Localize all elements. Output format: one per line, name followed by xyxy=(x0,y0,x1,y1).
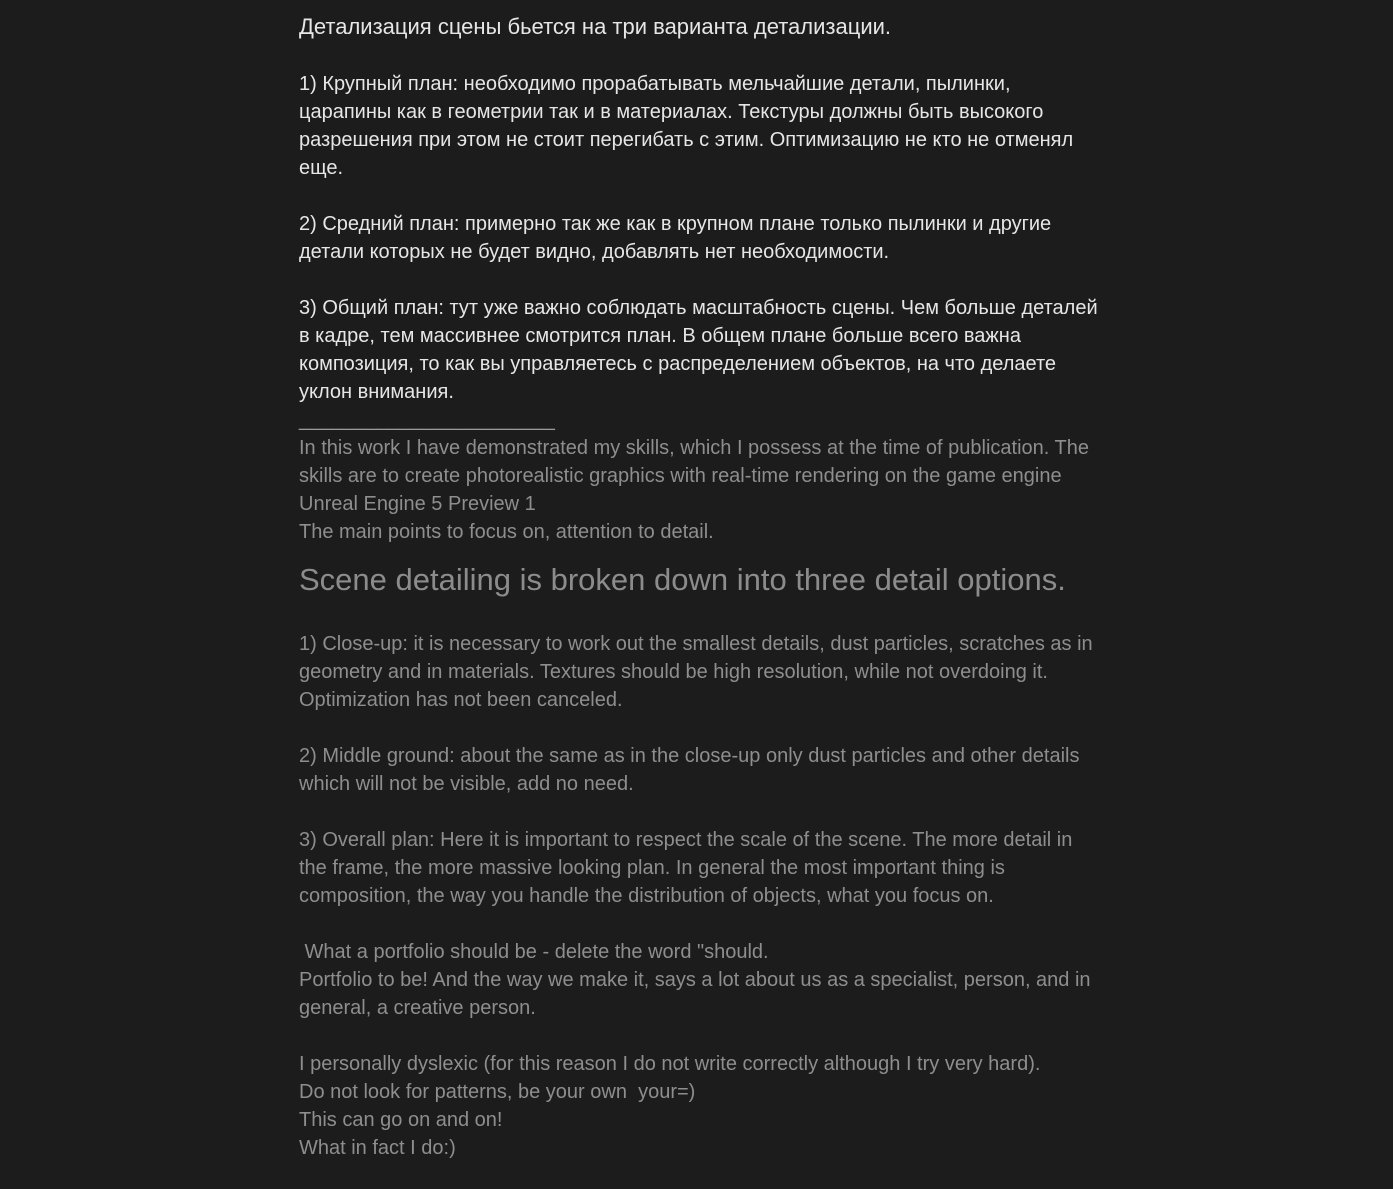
text-line: which will not be visible, add no need. xyxy=(299,773,634,795)
text-line: skills are to create photorealistic graphics with real-time rendering on the game engine xyxy=(299,465,1062,487)
text-line: 1) Close-up: it is necessary to work out the smallest details, dust particles, scratches as in xyxy=(299,633,1093,655)
text-line: What a portfolio should be - delete the word "should. xyxy=(299,941,769,963)
text-line: в кадре, тем массивнее смотрится план. В общем плане больше всего важна xyxy=(299,325,1021,347)
underscore-divider: _______________________ xyxy=(299,409,555,431)
article-column xyxy=(299,12,1109,1162)
en-portfolio xyxy=(299,938,1109,1022)
text-line: детали которых не будет видно, добавлять нет необходимости. xyxy=(299,241,890,263)
en-point-closeup xyxy=(299,630,1109,714)
text-line: еще. xyxy=(299,157,344,179)
text-line: Optimization has not been canceled. xyxy=(299,689,623,711)
text-line: general, a creative person. xyxy=(299,997,536,1019)
ru-title: Детализация сцены бьется на три варианта детализации. xyxy=(299,14,892,39)
text-line: Unreal Engine 5 Preview 1 xyxy=(299,493,536,515)
ru-point-overall xyxy=(299,294,1109,406)
en-heading: Scene detailing is broken down into three detail options. xyxy=(299,562,1066,597)
ru-point-closeup xyxy=(299,70,1109,182)
text-line: geometry and in materials. Textures should be high resolution, while not overdoing it. xyxy=(299,661,1048,683)
text-line: The main points to focus on, attention to detail. xyxy=(299,521,714,543)
en-point-overall xyxy=(299,826,1109,910)
text-line: This can go on and on! xyxy=(299,1109,503,1131)
text-line: In this work I have demonstrated my skills, which I possess at the time of publication. The xyxy=(299,437,1089,459)
text-line: Do not look for patterns, be your own your=) xyxy=(299,1081,696,1103)
text-line: разрешения при этом не стоит перегибать с этим. Оптимизацию не кто не отменял xyxy=(299,129,1074,151)
text-line: уклон внимания. xyxy=(299,381,454,403)
en-closing xyxy=(299,1050,1109,1162)
text-line: 2) Middle ground: about the same as in the close-up only dust particles and other details xyxy=(299,745,1080,767)
text-line: 3) Overall plan: Here it is important to respect the scale of the scene. The more detail in xyxy=(299,829,1073,851)
text-line: the frame, the more massive looking plan. In general the most important thing is xyxy=(299,857,1005,879)
text-line: 2) Средний план: примерно так же как в крупном плане только пылинки и другие xyxy=(299,213,1052,235)
text-line: I personally dyslexic (for this reason I do not write correctly although I try very hard). xyxy=(299,1053,1041,1075)
ru-point-middle xyxy=(299,210,1109,266)
text-line: Portfolio to be! And the way we make it, says a lot about us as a specialist, person, and in xyxy=(299,969,1091,991)
text-line: 3) Общий план: тут уже важно соблюдать масштабность сцены. Чем больше деталей xyxy=(299,297,1098,319)
en-point-middle xyxy=(299,742,1109,798)
text-line: 1) Крупный план: необходимо прорабатывать мельчайшие детали, пылинки, xyxy=(299,73,1011,95)
text-line: царапины как в геометрии так и в материалах. Текстуры должны быть высокого xyxy=(299,101,1044,123)
text-line: What in fact I do:) xyxy=(299,1137,456,1159)
text-line: композиция, то как вы управляетесь с распределением объектов, на что делаете xyxy=(299,353,1057,375)
en-intro xyxy=(299,434,1109,546)
text-line: composition, the way you handle the distribution of objects, what you focus on. xyxy=(299,885,994,907)
